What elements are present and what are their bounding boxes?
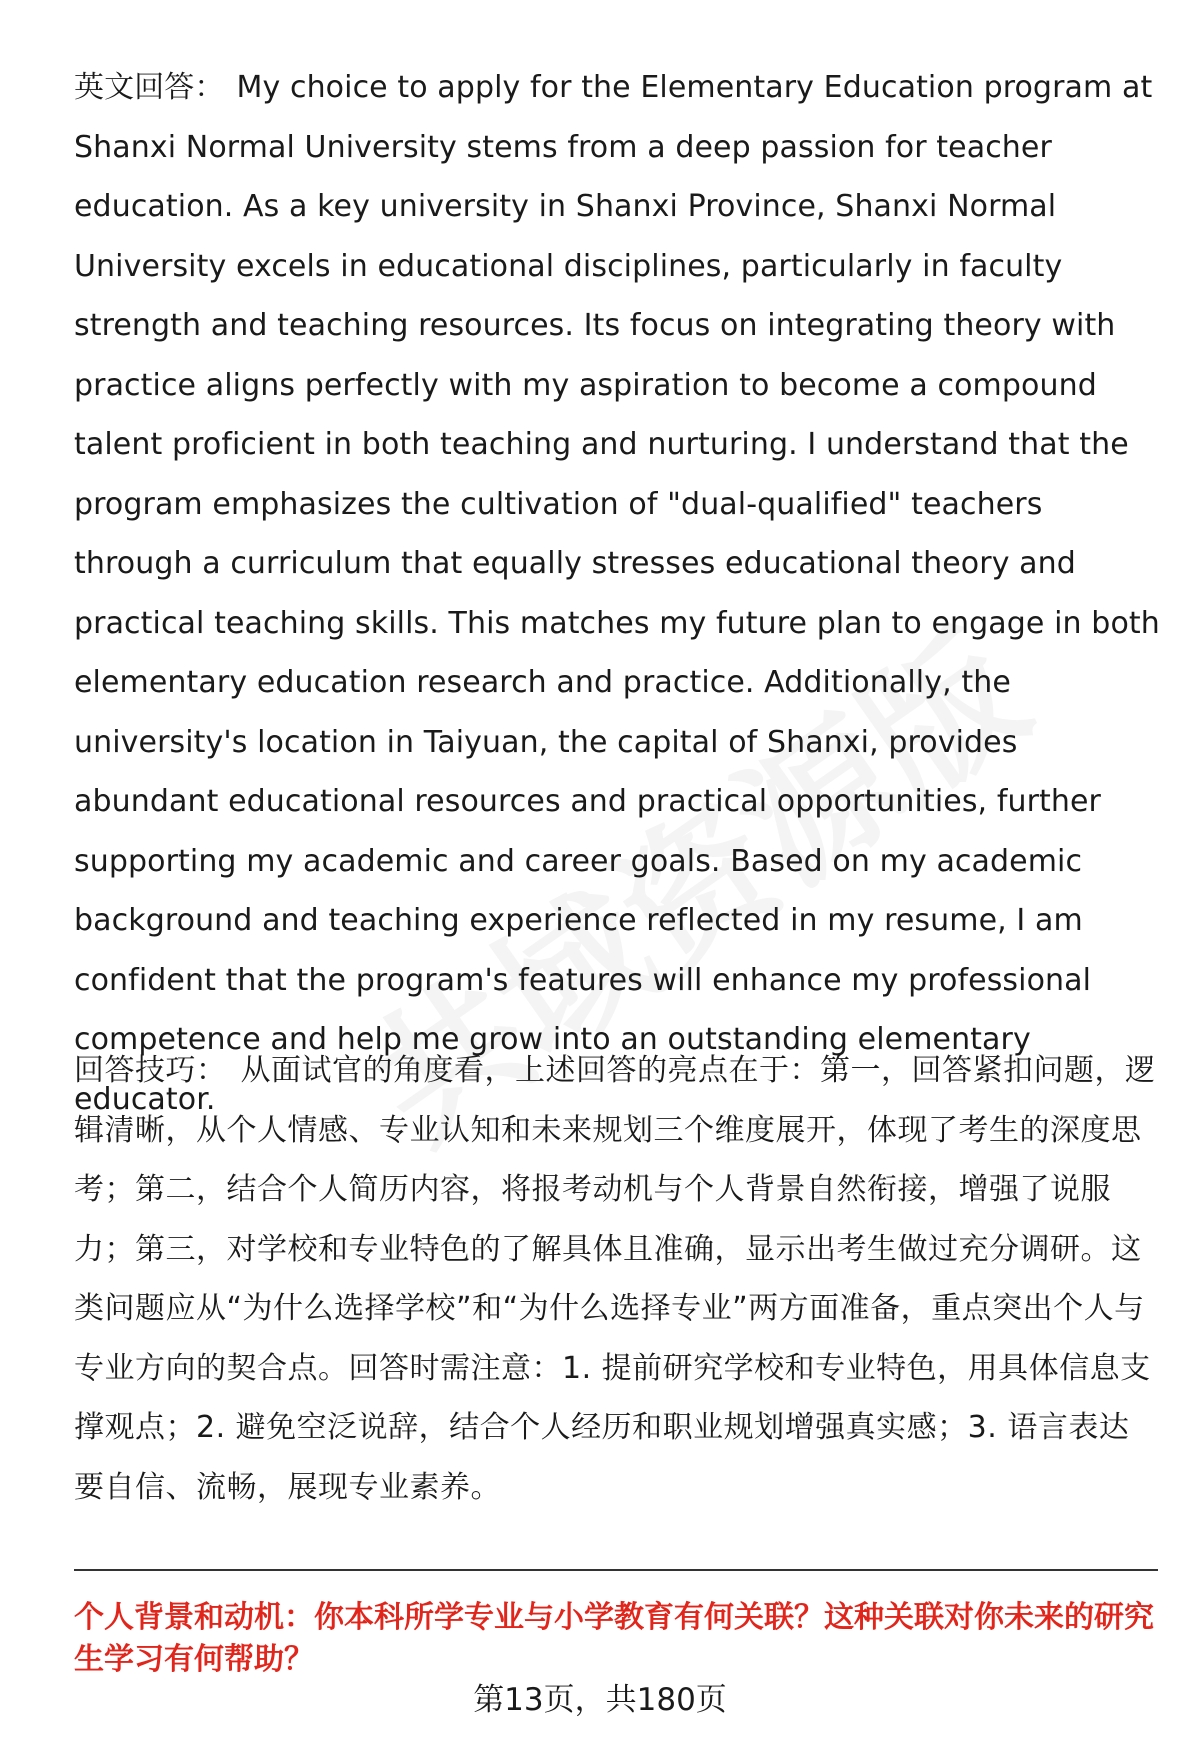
english-answer-label: 英文回答： (74, 70, 225, 105)
page-number-footer: 第13页，共180页 (473, 1682, 727, 1718)
english-answer-paragraph (74, 58, 1164, 1129)
section-divider (74, 1569, 1158, 1571)
english-answer-text: My choice to apply for the Elementary Education program at Shanxi Normal University stems from a deep passion for teacher education. As a key university in Shanxi Province, Shanxi Normal University excels in educational disciplines, particularly in faculty strength and teaching resources. Its focus on integrating theory with practice aligns perfectly with my aspiration to become a compound talent proficient in both teaching and nurturing. I understand that the program emphasizes the cultivation of "dual-qualified" teachers through a curriculum that equally stresses educational theory and practical teaching skills. This matches my future plan to engage in both elementary education research and practice. Additionally, the university's location in Taiyuan, the capital of Shanxi, provides abundant educational resources and practical opportunities, further supporting my academic and career goals. Based on my academic background and teaching experience reflected in my resume, I am confident that the program's features will enhance my professional competence and help me grow into an outstanding elementary educator. (74, 70, 1160, 1117)
answer-tips-paragraph (74, 1041, 1158, 1517)
answer-tips-label: 回答技巧： (74, 1053, 227, 1088)
next-question-heading: 个人背景和动机：你本科所学专业与小学教育有何关联？这种关联对你未来的研究生学习有何帮助？ (74, 1600, 1154, 1677)
answer-tips-text: 从面试官的角度看，上述回答的亮点在于：第一，回答紧扣问题，逻辑清晰，从个人情感、专业认知和未来规划三个维度展开，体现了考生的深度思考；第二，结合个人简历内容，将报考动机与个人背景自然衔接，增强了说服力；第三，对学校和专业特色的了解具体且准确，显示出考生做过充分调研。这类问题应从“为什么选择学校”和“为什么选择专业”两方面准备，重点突出个人与专业方向的契合点。回答时需注意：1. 提前研究学校和专业特色，用具体信息支撑观点；2. 避免空泛说辞，结合个人经历和职业规划增强真实感；3. 语言表达要自信、流畅，展现专业素养。 (74, 1053, 1156, 1505)
